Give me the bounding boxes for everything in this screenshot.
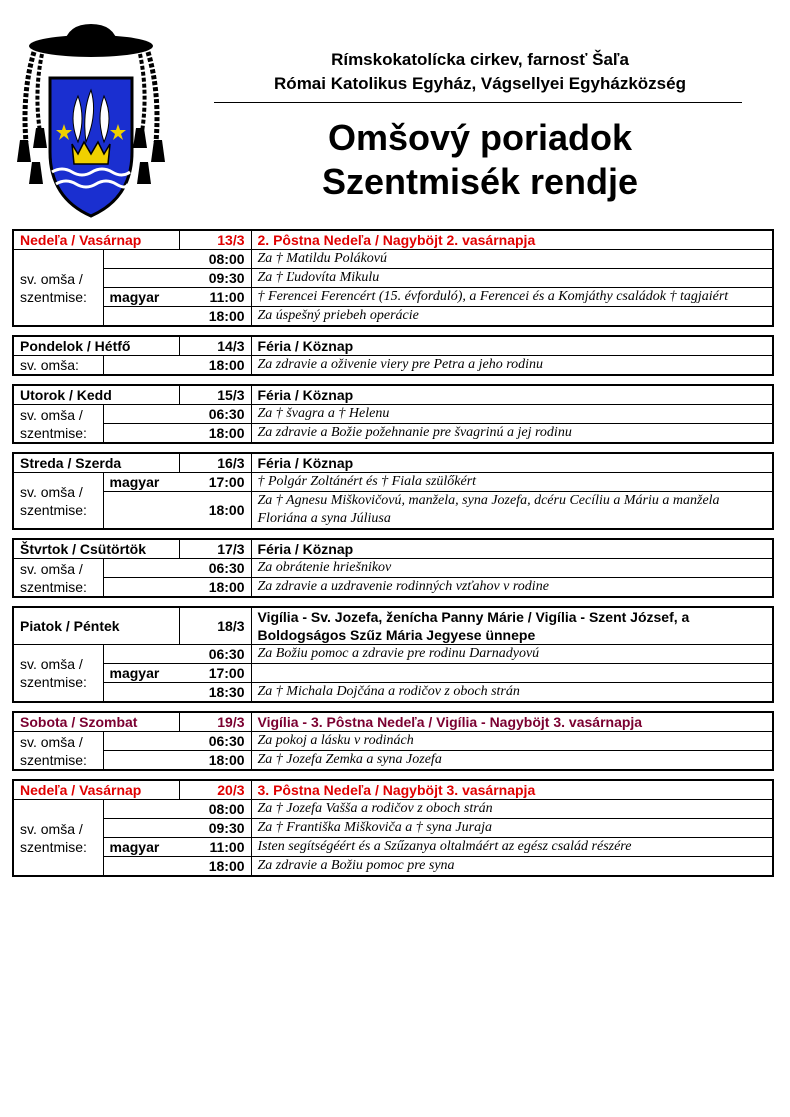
mass-time: 17:00 <box>179 664 251 683</box>
mass-row <box>13 356 773 376</box>
mass-language: magyar <box>103 664 179 683</box>
mass-label: sv. omša / szentmise: <box>13 800 103 877</box>
mass-intention: Za zdravie a uzdravenie rodinných vzťahov v rodine <box>251 578 773 598</box>
mass-language <box>103 800 179 819</box>
mass-intention: Za † Ľudovíta Mikulu <box>251 269 773 288</box>
day-date: 16/3 <box>179 453 251 473</box>
mass-language: magyar <box>103 288 179 307</box>
mass-row <box>13 751 773 771</box>
mass-language <box>103 819 179 838</box>
day-name: Streda / Szerda <box>13 453 179 473</box>
page-title-hu: Szentmisék rendje <box>321 161 639 202</box>
day-name: Utorok / Kedd <box>13 385 179 405</box>
mass-label: sv. omša / szentmise: <box>13 250 103 327</box>
mass-time: 08:00 <box>179 800 251 819</box>
day-title: 3. Pôstna Nedeľa / Nagyböjt 3. vasárnapja <box>251 780 773 800</box>
mass-intention: Za † Františka Miškoviča a † syna Juraja <box>251 819 773 838</box>
mass-row <box>13 269 773 288</box>
mass-intention: Za zdravie a oživenie viery pre Petra a jeho rodinu <box>251 356 773 376</box>
mass-row <box>13 405 773 424</box>
mass-schedule <box>12 229 774 885</box>
mass-intention: Za pokoj a lásku v rodinách <box>251 732 773 751</box>
mass-row <box>13 473 773 492</box>
mass-time: 18:00 <box>179 307 251 327</box>
mass-intention: Za † Jozefa Zemka a syna Jozefa <box>251 751 773 771</box>
day-title: Féria / Köznap <box>251 385 773 405</box>
mass-time: 11:00 <box>179 288 251 307</box>
day-header-row <box>13 780 773 800</box>
page-title-sk: Omšový poriadok <box>327 117 633 158</box>
mass-language <box>103 732 179 751</box>
mass-time: 18:00 <box>179 857 251 877</box>
day-title: Féria / Köznap <box>251 336 773 356</box>
mass-intention: Za zdravie a Božiu pomoc pre syna <box>251 857 773 877</box>
mass-language <box>103 645 179 664</box>
day-date: 18/3 <box>179 607 251 645</box>
parish-coat-of-arms <box>12 22 170 218</box>
mass-label: sv. omša / szentmise: <box>13 405 103 444</box>
day-block <box>12 779 774 877</box>
day-title: Vigília - Sv. Jozefa, ženícha Panny Márie / Vigília - Szent József, a Boldogságos Szűz Mária Jegyese ünnepe <box>251 607 773 645</box>
mass-intention: Za úspešný priebeh operácie <box>251 307 773 327</box>
day-name: Sobota / Szombat <box>13 712 179 732</box>
mass-language <box>103 751 179 771</box>
mass-intention: Za † Jozefa Vašša a rodičov z oboch strán <box>251 800 773 819</box>
mass-intention: Za Božiu pomoc a zdravie pre rodinu Darnadyovú <box>251 645 773 664</box>
day-header-row <box>13 230 773 250</box>
day-block <box>12 606 774 703</box>
day-block <box>12 229 774 327</box>
day-block <box>12 452 774 530</box>
mass-row <box>13 732 773 751</box>
day-header-row <box>13 539 773 559</box>
mass-language <box>103 492 179 530</box>
day-date: 14/3 <box>179 336 251 356</box>
day-name: Piatok / Péntek <box>13 607 179 645</box>
mass-row <box>13 857 773 877</box>
mass-language <box>103 269 179 288</box>
mass-time: 18:30 <box>179 683 251 703</box>
parish-name-sk: Rímskokatolícka cirkev, farnosť Šaľa <box>331 50 629 69</box>
day-name: Štvrtok / Csütörtök <box>13 539 179 559</box>
mass-intention: Za † Michala Dojčána a rodičov z oboch strán <box>251 683 773 703</box>
mass-row <box>13 307 773 327</box>
mass-language: magyar <box>103 473 179 492</box>
mass-time: 18:00 <box>179 492 251 530</box>
mass-intention <box>251 664 773 683</box>
mass-row <box>13 250 773 269</box>
mass-row <box>13 683 773 703</box>
header-divider <box>214 102 742 103</box>
mass-label: sv. omša / szentmise: <box>13 473 103 530</box>
mass-row <box>13 819 773 838</box>
day-title: Vigília - 3. Pôstna Nedeľa / Vigília - Nagyböjt 3. vasárnapja <box>251 712 773 732</box>
mass-time: 08:00 <box>179 250 251 269</box>
mass-time: 18:00 <box>179 578 251 598</box>
mass-intention: Za obrátenie hriešnikov <box>251 559 773 578</box>
mass-intention: Za zdravie a Božie požehnanie pre švagrinú a jej rodinu <box>251 424 773 444</box>
mass-time: 18:00 <box>179 751 251 771</box>
mass-label: sv. omša / szentmise: <box>13 732 103 771</box>
day-date: 13/3 <box>179 230 251 250</box>
parish-name-hu: Római Katolikus Egyház, Vágsellyei Egyházközség <box>274 74 686 93</box>
mass-row <box>13 288 773 307</box>
mass-time: 18:00 <box>179 356 251 376</box>
mass-language <box>103 405 179 424</box>
day-header-row <box>13 607 773 645</box>
mass-time: 18:00 <box>179 424 251 444</box>
day-header-row <box>13 453 773 473</box>
mass-intention: † Ferencei Ferencért (15. évforduló), a Ferencei és a Komjáthy családok † tagjaiért <box>251 288 773 307</box>
mass-row <box>13 424 773 444</box>
mass-label: sv. omša / szentmise: <box>13 645 103 703</box>
day-title: 2. Pôstna Nedeľa / Nagyböjt 2. vasárnapja <box>251 230 773 250</box>
mass-time: 09:30 <box>179 819 251 838</box>
mass-row <box>13 559 773 578</box>
day-block <box>12 711 774 771</box>
day-name: Nedeľa / Vasárnap <box>13 780 179 800</box>
mass-time: 11:00 <box>179 838 251 857</box>
day-header-row <box>13 385 773 405</box>
mass-language <box>103 424 179 444</box>
mass-intention: Za † švagra a † Helenu <box>251 405 773 424</box>
day-date: 20/3 <box>179 780 251 800</box>
mass-language <box>103 250 179 269</box>
mass-language <box>103 307 179 327</box>
mass-time: 06:30 <box>179 559 251 578</box>
mass-language <box>103 857 179 877</box>
mass-label: sv. omša / szentmise: <box>13 559 103 598</box>
mass-time: 09:30 <box>179 269 251 288</box>
mass-row <box>13 664 773 683</box>
mass-intention: Za † Agnesu Miškovičovú, manžela, syna Jozefa, dcéru Cecíliu a Máriu a manžela Floriána a syna Júliusa <box>251 492 773 530</box>
mass-time: 06:30 <box>179 732 251 751</box>
mass-time: 06:30 <box>179 645 251 664</box>
mass-row <box>13 838 773 857</box>
mass-intention: Za † Matildu Polákovú <box>251 250 773 269</box>
day-title: Féria / Köznap <box>251 453 773 473</box>
mass-row <box>13 492 773 530</box>
mass-language: magyar <box>103 838 179 857</box>
mass-row <box>13 800 773 819</box>
day-header-row <box>13 712 773 732</box>
mass-language <box>103 356 179 376</box>
mass-time: 06:30 <box>179 405 251 424</box>
mass-language <box>103 559 179 578</box>
mass-language <box>103 683 179 703</box>
day-block <box>12 335 774 376</box>
day-name: Pondelok / Hétfő <box>13 336 179 356</box>
day-title: Féria / Köznap <box>251 539 773 559</box>
day-date: 19/3 <box>179 712 251 732</box>
mass-intention: Isten segítségéért és a Szűzanya oltalmáért az egész család részére <box>251 838 773 857</box>
mass-intention: † Polgár Zoltánért és † Fiala szülőkért <box>251 473 773 492</box>
mass-time: 17:00 <box>179 473 251 492</box>
day-header-row <box>13 336 773 356</box>
mass-label: sv. omša: <box>13 356 103 376</box>
day-block <box>12 384 774 444</box>
mass-language <box>103 578 179 598</box>
day-date: 17/3 <box>179 539 251 559</box>
day-date: 15/3 <box>179 385 251 405</box>
mass-row <box>13 578 773 598</box>
day-name: Nedeľa / Vasárnap <box>13 230 179 250</box>
mass-row <box>13 645 773 664</box>
day-block <box>12 538 774 598</box>
